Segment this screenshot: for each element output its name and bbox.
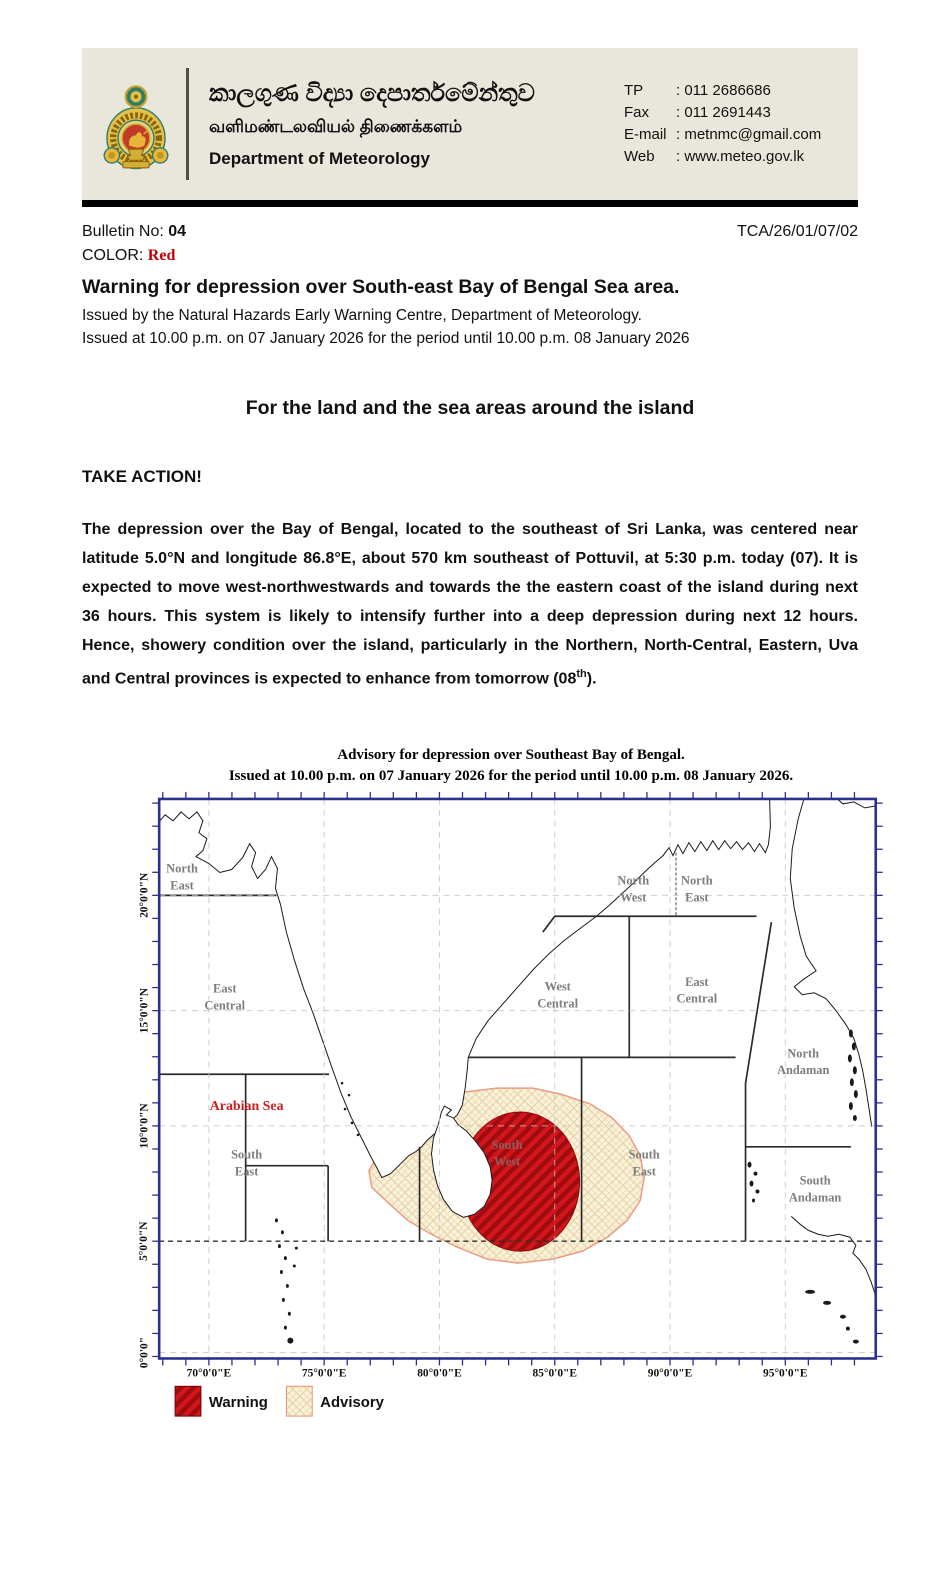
zone-label: South East: [231, 1148, 263, 1179]
title-tamil: வளிமண்டலவியல் திணைக்களம்: [209, 116, 463, 136]
zone-label: North Andaman: [776, 1046, 830, 1078]
zone-label: South West: [491, 1138, 523, 1170]
zone-label: East Central: [676, 975, 718, 1007]
legend-swatch-advisory: [286, 1387, 312, 1417]
map-title-line2: Issued at 10.00 p.m. on 07 January 2026 for the period until 10.00 p.m. 08 January 2026.: [228, 768, 794, 785]
zone-label: Arabian Sea: [209, 1099, 284, 1115]
zone-label: East Central: [204, 982, 246, 1013]
advisory-map: [123, 791, 899, 1435]
title-english: Department of Meteorology: [209, 148, 431, 168]
take-action-heading: TAKE ACTION!: [82, 467, 202, 486]
zone-label: North East: [166, 861, 198, 893]
lat-tick-label: 0°0'0": [138, 1337, 151, 1369]
lon-tick-label: 85°0'0"E: [532, 1367, 577, 1380]
subject-heading: For the land and the sea areas around the island: [245, 397, 695, 419]
legend-swatch-warning: [175, 1387, 201, 1417]
andaman-islands: [848, 1030, 858, 1121]
zone-label: South East: [628, 1148, 660, 1179]
lon-tick-label: 95°0'0"E: [763, 1367, 808, 1380]
lat-tick-label: 20°0'0"N: [138, 873, 151, 919]
lat-tick-label: 15°0'0"N: [138, 988, 151, 1034]
contact-row: Fax : 011 2691443: [624, 104, 771, 121]
sumatra-coastline: [791, 1217, 875, 1301]
lon-tick-label: 75°0'0"E: [301, 1367, 347, 1380]
department-titles: [209, 80, 624, 169]
contact-block: [624, 80, 842, 168]
contact-row: E-mail : metnmc@gmail.com: [624, 126, 822, 143]
lat-tick-label: 5°0'0"N: [138, 1221, 151, 1262]
issued-at: Issued at 10.00 p.m. on 07 January 2026 for the period until 10.00 p.m. 08 January 2026: [82, 330, 690, 347]
superscript-th: th: [576, 668, 587, 680]
color-row: COLOR: Red: [82, 247, 176, 264]
zone-label: West Central: [537, 980, 579, 1011]
nicobar-islands: [748, 1162, 760, 1203]
legend-label: Warning: [208, 1395, 268, 1412]
header-divider: [186, 68, 189, 180]
lon-tick-label: 90°0'0"E: [647, 1367, 693, 1380]
lon-tick-label: 80°0'0"E: [417, 1367, 462, 1380]
legend-label: Advisory: [320, 1395, 384, 1412]
zone-label: North West: [617, 873, 650, 905]
lat-tick-label: 10°0'0"N: [138, 1103, 151, 1149]
map-legend: [175, 1387, 385, 1417]
map-title-line1: Advisory for depression over Southeast Bay of Bengal.: [337, 747, 685, 764]
warning-paragraph: The depression over the Bay of Bengal, located to the southeast of Sri Lanka, was centered near latitude 5.0°N and longitude 86.8°E, about 570 km southeast of Pottuvil, at 5:30 p.m. today (07). It is expected to move west-northwestwards and towards the the eastern coast of the island during next 36 hours. This system is likely to intensify further into a deep depression during next 12 hours. Hence, showery condition over the island, particularly in the Northern, North-Central, Eastern, Uva and Central provinces is expected to enhance from tomorrow (08th).: [82, 521, 858, 688]
bulletin-ref: TCA/26/01/07/02: [737, 223, 858, 240]
issued-by: Issued by the Natural Hazards Early Warning Centre, Department of Meteorology.: [82, 307, 642, 324]
maldives-islands: [275, 1219, 298, 1344]
warning-title: Warning for depression over South-east Bay of Bengal Sea area.: [82, 276, 680, 298]
zone-label: North East: [680, 873, 713, 905]
zone-label: South Andaman: [788, 1173, 842, 1205]
header-rule: [82, 200, 858, 207]
color-status: Red: [147, 247, 176, 264]
sumatra-islands: [805, 1290, 859, 1344]
contact-row: Web : www.meteo.gov.lk: [624, 148, 805, 165]
contact-row: TP : 011 2686686: [624, 82, 771, 99]
map-title: [123, 745, 899, 787]
emblem-icon: [98, 64, 174, 184]
bulletin-number-row: [82, 220, 858, 244]
title-sinhala: කාලගුණ විද්‍යා දෙපාර්තමේන්තුව: [209, 79, 535, 107]
sri-lanka-emblem-logo: [98, 64, 174, 184]
bulletin-number: Bulletin No: 04: [82, 223, 187, 240]
bulletin-meta: [82, 220, 858, 350]
header: [82, 48, 858, 200]
advisory-map-figure: [123, 745, 899, 1435]
lon-tick-label: 70°0'0"E: [186, 1367, 232, 1380]
